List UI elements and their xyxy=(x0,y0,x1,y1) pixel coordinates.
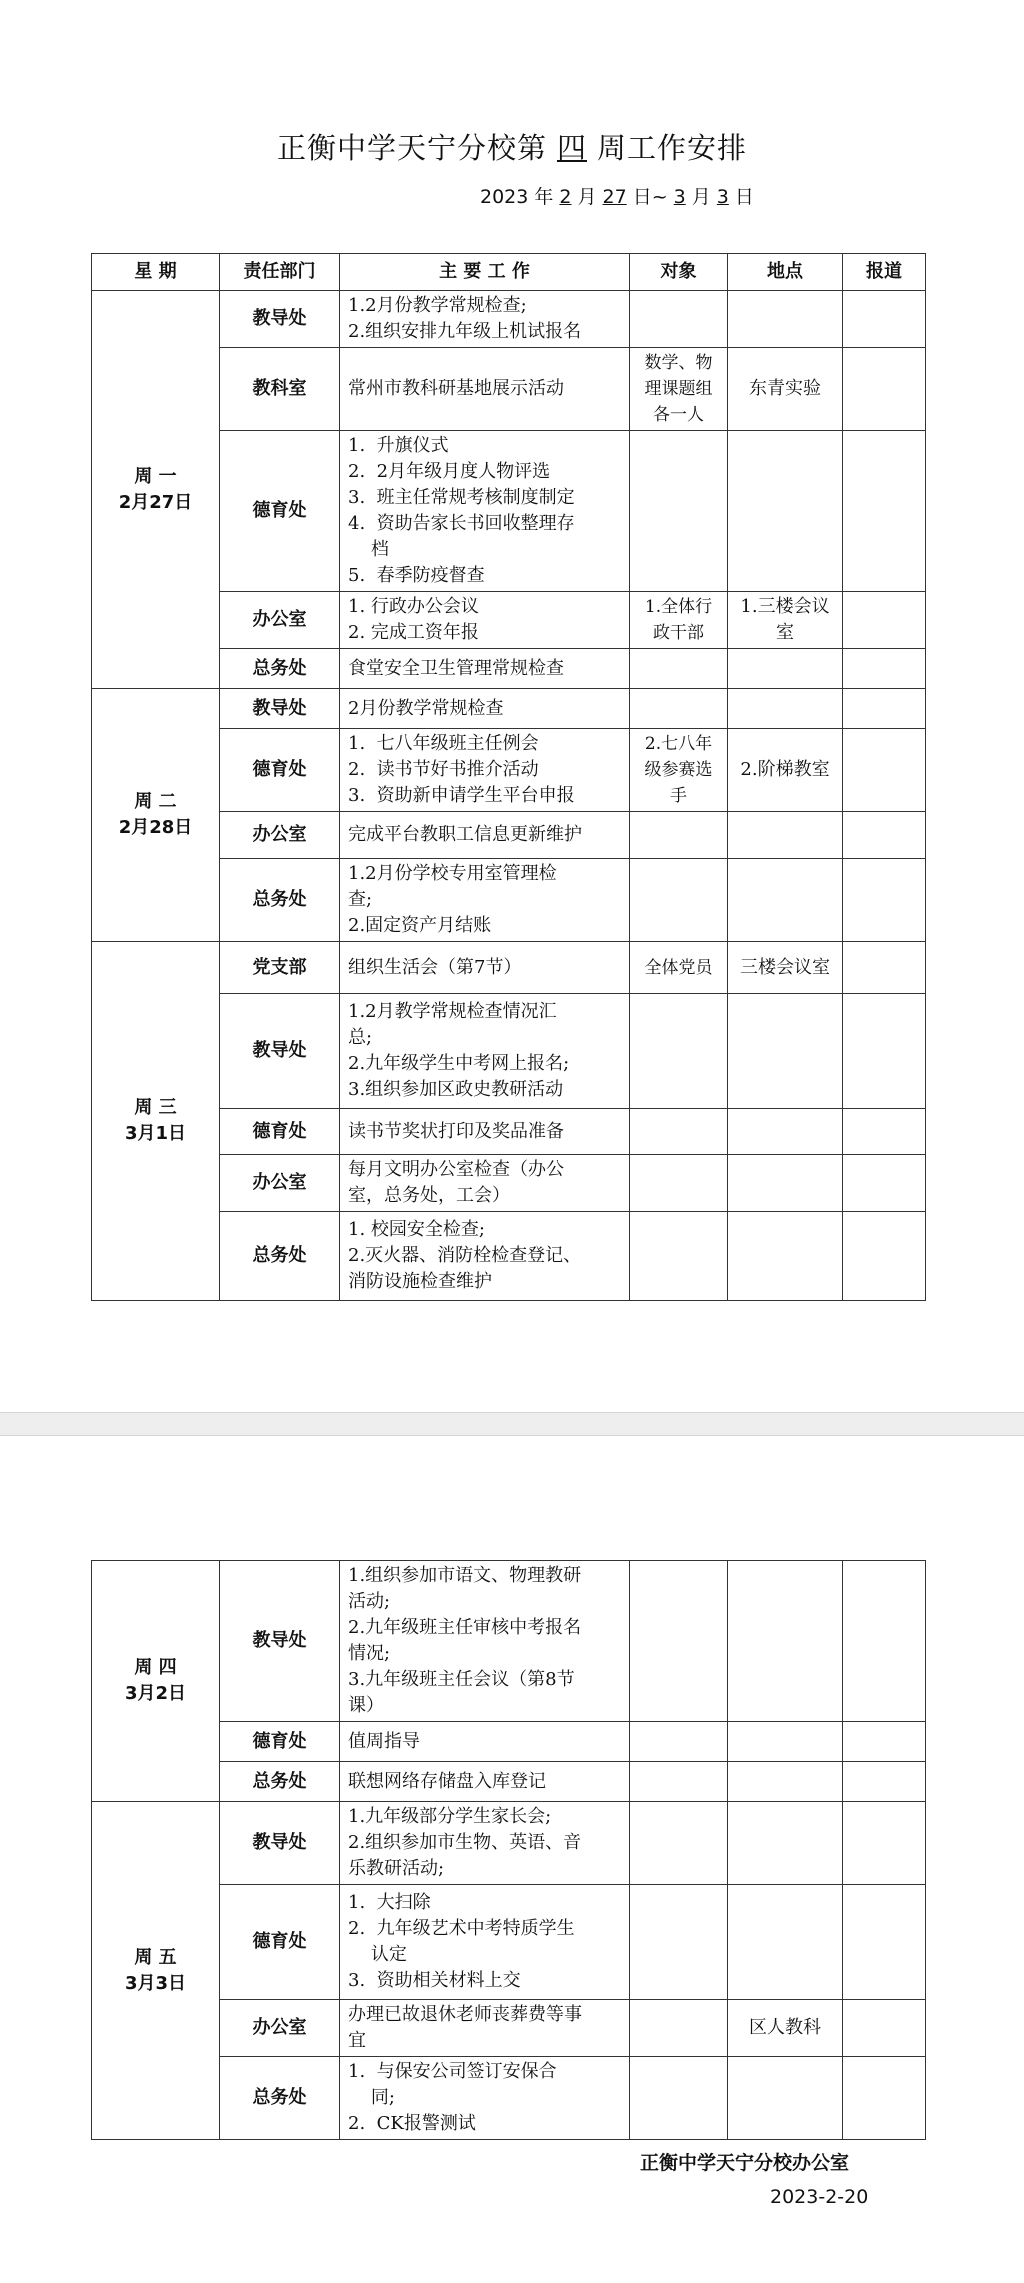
department-cell: 办公室 xyxy=(220,1155,340,1212)
weekday-label: 周 一 xyxy=(134,465,177,487)
work-cell-line: 3. 班主任常规考核制度制定 xyxy=(348,487,575,508)
work-cell xyxy=(340,291,630,348)
work-cell-line: 1. 升旗仪式 xyxy=(348,435,449,456)
place-cell xyxy=(728,2057,843,2140)
work-cell xyxy=(340,1109,630,1155)
work-cell-line: 2.九年级班主任审核中考报名 xyxy=(348,1617,582,1638)
work-cell-line: 查; xyxy=(348,889,373,910)
work-cell-line: 完成平台教职工信息更新维护 xyxy=(348,824,582,845)
report-cell xyxy=(843,859,926,942)
report-cell xyxy=(843,649,926,689)
work-cell xyxy=(340,1155,630,1212)
work-cell xyxy=(340,1885,630,2000)
work-cell-line: 值周指导 xyxy=(348,1730,420,1752)
target-cell-line: 级参赛选 xyxy=(644,760,713,780)
work-cell-line: 2. 2月年级月度人物评选 xyxy=(348,461,551,482)
target-cell xyxy=(630,729,728,812)
place-cell xyxy=(728,592,843,649)
report-cell xyxy=(843,291,926,348)
table-row xyxy=(92,291,926,348)
target-cell xyxy=(630,1561,728,1722)
work-cell-line: 食堂安全卫生管理常规检查 xyxy=(348,657,564,679)
report-cell xyxy=(843,994,926,1109)
target-cell xyxy=(630,994,728,1109)
weekday-date: 2月27日 xyxy=(118,491,193,513)
place-cell xyxy=(728,994,843,1109)
report-cell xyxy=(843,2000,926,2057)
work-cell-line: 情况; xyxy=(348,1643,391,1664)
department-cell: 总务处 xyxy=(220,859,340,942)
header-target: 对象 xyxy=(630,254,728,291)
department-cell: 办公室 xyxy=(220,812,340,859)
table-row xyxy=(92,1802,926,1885)
work-cell-line: 联想网络存储盘入库登记 xyxy=(348,1770,546,1792)
work-cell-line: 课） xyxy=(348,1695,384,1716)
date-month-unit-2: 月 xyxy=(691,186,711,208)
work-cell-line: 1. 与保安公司签订安保合 xyxy=(348,2061,557,2082)
work-cell-line: 认定 xyxy=(348,1944,407,1965)
footer-organization: 正衡中学天宁分校办公室 xyxy=(640,2152,850,2174)
department-cell: 总务处 xyxy=(220,2057,340,2140)
work-cell xyxy=(340,592,630,649)
department-cell: 总务处 xyxy=(220,1762,340,1802)
date-month-unit-1: 月 xyxy=(577,186,597,208)
target-cell xyxy=(630,592,728,649)
work-cell-line: 1. 行政办公会议 xyxy=(348,596,479,617)
work-cell-line: 1.2月教学常规检查情况汇 xyxy=(348,1001,557,1022)
department-cell: 总务处 xyxy=(220,649,340,689)
work-cell xyxy=(340,431,630,592)
place-cell xyxy=(728,649,843,689)
target-cell-line: 手 xyxy=(670,786,687,806)
target-cell xyxy=(630,1212,728,1301)
report-cell xyxy=(843,942,926,994)
header-department: 责任部门 xyxy=(220,254,340,291)
document-title xyxy=(0,126,1024,167)
report-cell xyxy=(843,592,926,649)
place-cell xyxy=(728,1802,843,1885)
work-cell xyxy=(340,2057,630,2140)
report-cell xyxy=(843,431,926,592)
target-cell xyxy=(630,812,728,859)
work-cell xyxy=(340,729,630,812)
date-day-unit-2: 日 xyxy=(734,186,754,208)
target-cell xyxy=(630,291,728,348)
work-cell xyxy=(340,689,630,729)
weekday-cell xyxy=(92,1802,220,2140)
date-start-day: 27 xyxy=(602,186,627,208)
weekday-date: 3月2日 xyxy=(124,1683,187,1704)
work-cell-line: 办理已故退休老师丧葬费等事 xyxy=(348,2004,582,2025)
department-cell: 教导处 xyxy=(220,1802,340,1885)
target-cell-line: 数学、物 xyxy=(644,353,713,373)
department-cell: 德育处 xyxy=(220,431,340,592)
report-cell xyxy=(843,1561,926,1722)
work-cell-line: 乐教研活动; xyxy=(348,1858,445,1879)
target-cell xyxy=(630,431,728,592)
weekday-cell xyxy=(92,291,220,689)
weekday-label: 周 三 xyxy=(134,1097,177,1118)
work-cell xyxy=(340,942,630,994)
work-cell xyxy=(340,1212,630,1301)
table-row xyxy=(92,689,926,729)
target-cell xyxy=(630,1155,728,1212)
page-separator xyxy=(0,1412,1024,1436)
place-cell xyxy=(728,689,843,729)
table-row xyxy=(92,1561,926,1722)
place-cell xyxy=(728,348,843,431)
weekday-cell xyxy=(92,942,220,1301)
department-cell: 办公室 xyxy=(220,2000,340,2057)
place-cell-line: 1.三楼会议 xyxy=(740,596,830,617)
work-cell xyxy=(340,1802,630,1885)
place-cell-line: 区人教科 xyxy=(749,2017,821,2038)
work-cell-line: 同; xyxy=(348,2087,395,2108)
work-cell xyxy=(340,994,630,1109)
weekday-date: 3月1日 xyxy=(124,1123,187,1144)
weekday-cell xyxy=(92,689,220,942)
report-cell xyxy=(843,348,926,431)
work-cell-line: 1.九年级部分学生家长会; xyxy=(348,1806,552,1827)
weekday-label: 周 五 xyxy=(134,1946,177,1968)
place-cell-line: 三楼会议室 xyxy=(740,956,830,978)
work-cell-line: 2. 九年级艺术中考特质学生 xyxy=(348,1918,575,1939)
target-cell-line: 各一人 xyxy=(653,405,704,425)
place-cell xyxy=(728,812,843,859)
work-cell-line: 1.2月份学校专用室管理检 xyxy=(348,863,557,884)
target-cell xyxy=(630,689,728,729)
place-cell xyxy=(728,859,843,942)
department-cell: 办公室 xyxy=(220,592,340,649)
weekday-label: 周 四 xyxy=(134,1657,177,1678)
work-cell-line: 1. 七八年级班主任例会 xyxy=(348,733,539,754)
target-cell xyxy=(630,859,728,942)
weekday-date: 3月3日 xyxy=(124,1972,187,1994)
report-cell xyxy=(843,729,926,812)
work-cell-line: 2. CK报警测试 xyxy=(348,2113,476,2134)
report-cell xyxy=(843,1212,926,1301)
report-cell xyxy=(843,2057,926,2140)
weekday-cell xyxy=(92,1561,220,1802)
work-cell-line: 消防设施检查维护 xyxy=(348,1271,492,1292)
work-cell-line: 每月文明办公室检查（办公 xyxy=(348,1159,564,1180)
department-cell: 德育处 xyxy=(220,1722,340,1762)
date-range xyxy=(480,182,754,209)
report-cell xyxy=(843,1885,926,2000)
weekday-date: 2月28日 xyxy=(118,817,193,838)
place-cell xyxy=(728,1109,843,1155)
target-cell-line: 理课题组 xyxy=(644,379,713,399)
footer-date: 2023-2-20 xyxy=(770,2186,869,2208)
work-cell-line: 3. 资助新申请学生平台申报 xyxy=(348,785,575,806)
work-cell-line: 2.组织安排九年级上机试报名 xyxy=(348,321,582,342)
work-cell xyxy=(340,649,630,689)
place-cell-line: 2.阶梯教室 xyxy=(740,759,830,780)
work-cell-line: 2.灭火器、消防栓检查登记、 xyxy=(348,1245,582,1266)
work-cell-line: 3.九年级班主任会议（第8节 xyxy=(348,1669,575,1690)
report-cell xyxy=(843,1762,926,1802)
table-row xyxy=(92,942,926,994)
target-cell xyxy=(630,1802,728,1885)
work-cell-line: 5. 春季防疫督查 xyxy=(348,565,485,586)
place-cell xyxy=(728,942,843,994)
place-cell xyxy=(728,1212,843,1301)
work-cell-line: 组织生活会（第7节） xyxy=(348,956,522,978)
place-cell xyxy=(728,431,843,592)
place-cell xyxy=(728,1561,843,1722)
work-cell-line: 2. 读书节好书推介活动 xyxy=(348,759,539,780)
department-cell: 教导处 xyxy=(220,689,340,729)
date-end-day: 3 xyxy=(716,186,729,208)
department-cell: 教导处 xyxy=(220,291,340,348)
work-cell-line: 宜 xyxy=(348,2030,366,2051)
work-cell xyxy=(340,859,630,942)
header-place: 地点 xyxy=(728,254,843,291)
department-cell: 德育处 xyxy=(220,1885,340,2000)
target-cell xyxy=(630,348,728,431)
work-cell-line: 3. 资助相关材料上交 xyxy=(348,1970,521,1991)
place-cell xyxy=(728,1155,843,1212)
date-day-unit-1: 日 xyxy=(632,186,652,208)
work-cell-line: 1. 校园安全检查; xyxy=(348,1219,485,1240)
department-cell: 教导处 xyxy=(220,994,340,1109)
header-weekday: 星 期 xyxy=(92,254,220,291)
date-end-month: 3 xyxy=(673,186,686,208)
place-cell-line: 室 xyxy=(776,622,794,643)
report-cell xyxy=(843,1155,926,1212)
report-cell xyxy=(843,1722,926,1762)
target-cell-line: 2.七八年 xyxy=(644,734,713,754)
target-cell xyxy=(630,1722,728,1762)
target-cell xyxy=(630,2000,728,2057)
work-cell-line: 2.固定资产月结账 xyxy=(348,915,492,936)
table-header-row xyxy=(92,254,926,291)
date-year: 2023 xyxy=(480,186,529,208)
work-cell xyxy=(340,1722,630,1762)
work-cell-line: 活动; xyxy=(348,1591,391,1612)
department-cell: 教科室 xyxy=(220,348,340,431)
place-cell xyxy=(728,1885,843,2000)
work-cell-line: 读书节奖状打印及奖品准备 xyxy=(348,1120,564,1142)
work-cell-line: 2. 完成工资年报 xyxy=(348,622,479,643)
work-cell xyxy=(340,1762,630,1802)
place-cell xyxy=(728,1722,843,1762)
work-cell-line: 2.九年级学生中考网上报名; xyxy=(348,1053,570,1074)
target-cell xyxy=(630,649,728,689)
work-cell-line: 1.组织参加市语文、物理教研 xyxy=(348,1565,582,1586)
header-main-work: 主 要 工 作 xyxy=(340,254,630,291)
target-cell-line: 全体党员 xyxy=(644,957,713,978)
report-cell xyxy=(843,1109,926,1155)
department-cell: 教导处 xyxy=(220,1561,340,1722)
date-start-month: 2 xyxy=(559,186,572,208)
department-cell: 总务处 xyxy=(220,1212,340,1301)
work-cell xyxy=(340,348,630,431)
work-cell-line: 2月份教学常规检查 xyxy=(348,697,504,719)
place-cell xyxy=(728,1762,843,1802)
department-cell: 德育处 xyxy=(220,729,340,812)
target-cell xyxy=(630,942,728,994)
target-cell xyxy=(630,1885,728,2000)
header-report: 报道 xyxy=(843,254,926,291)
schedule-table-page-2 xyxy=(91,1560,926,2140)
schedule-body-page-1 xyxy=(92,291,926,1301)
work-cell-line: 1. 大扫除 xyxy=(348,1892,431,1913)
title-prefix: 正衡中学天宁分校第 xyxy=(276,131,547,165)
work-cell-line: 3.组织参加区政史教研活动 xyxy=(348,1079,564,1100)
department-cell: 党支部 xyxy=(220,942,340,994)
place-cell-line: 东青实验 xyxy=(749,378,821,399)
date-tilde: ~ xyxy=(651,186,668,208)
weekday-label: 周 二 xyxy=(134,791,177,812)
target-cell xyxy=(630,1762,728,1802)
work-cell-line: 2.组织参加市生物、英语、音 xyxy=(348,1832,582,1853)
work-cell-line: 常州市教科研基地展示活动 xyxy=(348,378,564,399)
schedule-table-page-1 xyxy=(91,253,926,1301)
date-year-unit: 年 xyxy=(534,186,554,208)
report-cell xyxy=(843,812,926,859)
target-cell-line: 1.全体行 xyxy=(644,597,713,617)
schedule-body-page-2 xyxy=(92,1561,926,2140)
work-cell-line: 档 xyxy=(348,539,389,560)
work-cell-line: 室，总务处，工会） xyxy=(348,1185,510,1206)
work-cell xyxy=(340,2000,630,2057)
work-cell-line: 4. 资助告家长书回收整理存 xyxy=(348,513,575,534)
work-cell-line: 1.2月份教学常规检查; xyxy=(348,295,527,316)
target-cell xyxy=(630,2057,728,2140)
target-cell xyxy=(630,1109,728,1155)
title-week-number: 四 xyxy=(556,131,587,165)
title-suffix: 周工作安排 xyxy=(597,131,748,165)
place-cell xyxy=(728,729,843,812)
place-cell xyxy=(728,291,843,348)
report-cell xyxy=(843,689,926,729)
work-cell-line: 总; xyxy=(348,1027,373,1048)
target-cell-line: 政干部 xyxy=(653,623,704,643)
document-page-2 xyxy=(0,1436,1024,2283)
work-cell xyxy=(340,812,630,859)
department-cell: 德育处 xyxy=(220,1109,340,1155)
work-cell xyxy=(340,1561,630,1722)
place-cell xyxy=(728,2000,843,2057)
report-cell xyxy=(843,1802,926,1885)
